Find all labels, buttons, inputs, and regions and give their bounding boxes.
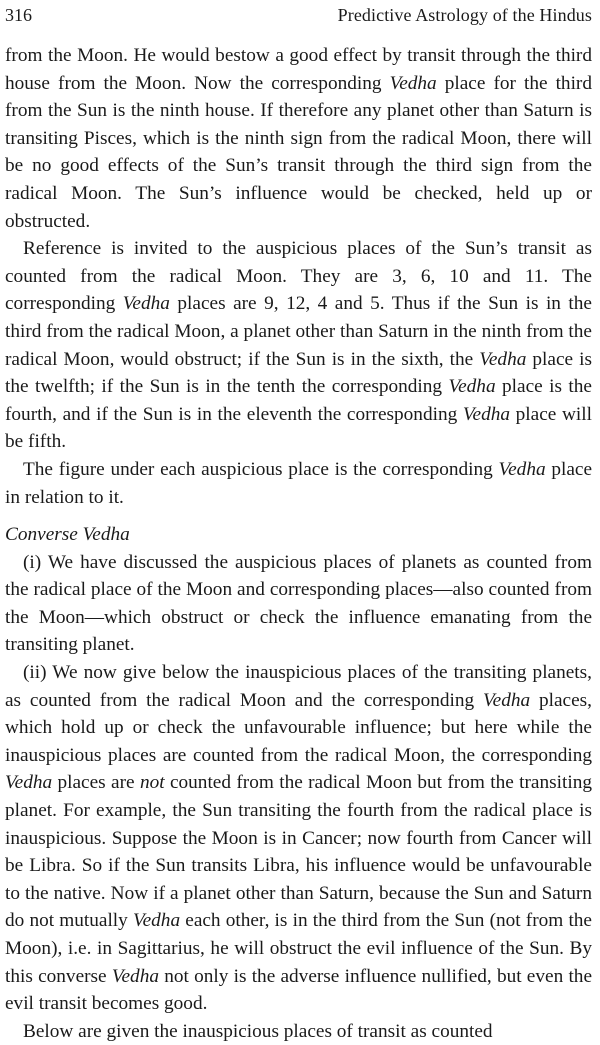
paragraph	[5, 1018, 592, 1045]
text-run: from the Moon. He would bestow a good effect by transit through the third house from the Moon. Now the corresponding	[5, 45, 592, 94]
italic-term: Vedha	[448, 376, 496, 398]
page-number: 316	[5, 5, 32, 25]
paragraph	[5, 659, 592, 1018]
text-run: places are	[52, 772, 140, 794]
text-run: place is the twelfth; if the Sun is in the tenth the corresponding	[5, 348, 592, 398]
text-run: (ii) We now give below the inauspicious places of the transiting planets, as counted from the radical Moon and the corresponding	[5, 662, 592, 711]
italic-term: Vedha	[111, 965, 159, 987]
text-run: (i) We have discussed the auspicious places of planets as counted from the radical place of the Moon and corresponding places—also counted from the Moon—which obstruct or check the influence emanating from the transiting planet.	[5, 551, 592, 656]
text-run: not only is the adverse influence nullified, but even the evil transit becomes good.	[5, 965, 592, 1015]
text-run: each other, is in the third from the Sun (not from the Moon), i.e. in Sagittarius, he will obstruct the evil influence of the Sun. By this converse	[5, 910, 592, 987]
paragraph	[5, 235, 592, 456]
text-run: place in relation to it.	[5, 458, 592, 508]
text-run: place for the third from the Sun is the ninth house. If therefore any planet other than Saturn is transiting Pisces, which is the ninth sign from the radical Moon, there will be no good effects of the Sun’s transit through the third sign from the radical Moon. The Sun’s influence would be checked, held up or obstructed.	[5, 72, 592, 232]
text-run: place is the fourth, and if the Sun is in the eleventh the corresponding	[5, 376, 592, 425]
running-title: Predictive Astrology of the Hindus	[337, 5, 592, 25]
italic-term: Vedha	[389, 72, 437, 94]
text-run: places are 9, 12, 4 and 5. Thus if the Sun is in the third from the radical Moon, a planet other than Saturn in the ninth from the radical Moon, would obstruct; if the Sun is in the sixth, the	[5, 293, 592, 370]
italic-term: not	[139, 772, 165, 794]
paragraph	[5, 42, 592, 235]
italic-term: Vedha	[462, 403, 511, 425]
italic-term: Vedha	[479, 348, 527, 370]
section-heading: Converse Vedha	[5, 524, 130, 546]
italic-term: Vedha	[122, 293, 170, 315]
italic-term: Vedha	[498, 458, 546, 480]
page-header	[5, 4, 592, 30]
text-run: place will be fifth.	[5, 403, 592, 453]
italic-term: Vedha	[483, 689, 531, 711]
text-run: The figure under each auspicious place is the corresponding	[23, 458, 499, 480]
paragraph	[5, 549, 592, 659]
italic-term: Vedha	[132, 910, 181, 932]
paragraph	[5, 456, 592, 511]
text-run: Reference is invited to the auspicious places of the Sun’s transit as counted from the radical Moon. They are 3, 6, 10 and 11. The corresponding	[5, 238, 592, 315]
italic-term: Vedha	[5, 772, 53, 794]
text-run: counted from the radical Moon but from the transiting planet. For example, the Sun transiting the fourth from the radical place is inauspicious. Suppose the Moon is in Cancer; now fourth from Cancer will be Libra. So if the Sun transits Libra, his influence would be unfavourable to the native. Now if a planet other than Saturn, because the Sun and Saturn do not mutually	[5, 772, 592, 932]
text-run: Below are given the inauspicious places of transit as counted	[23, 1020, 493, 1042]
text-run: places, which hold up or check the unfavourable influence; but here while the inauspicious places are counted from the radical Moon, the corresponding	[5, 689, 592, 766]
